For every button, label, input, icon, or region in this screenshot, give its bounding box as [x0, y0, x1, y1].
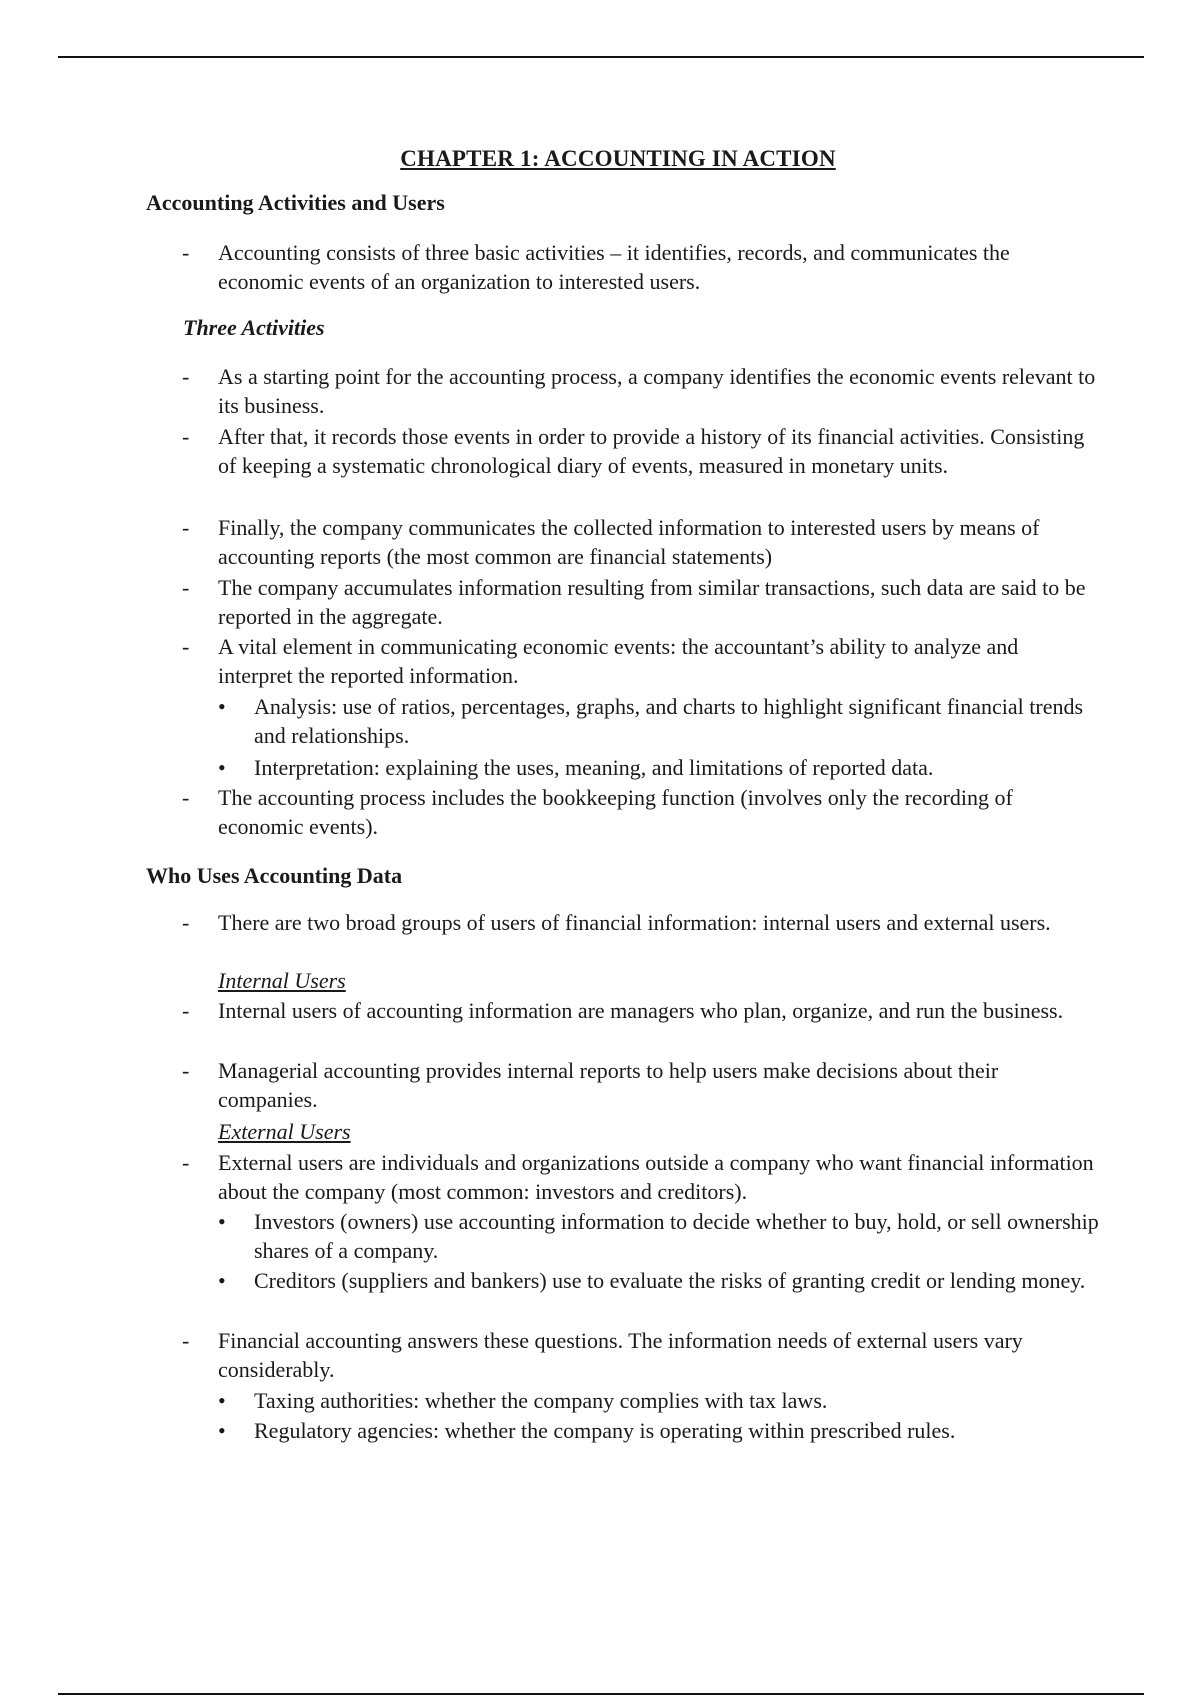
list-item: - Managerial accounting provides internal reports to help users make decisions about their companies.: [218, 1056, 1098, 1114]
header-rule: [58, 56, 1144, 58]
bullet-item: • Investors (owners) use accounting information to decide whether to buy, hold, or sell ownership shares of a company.: [254, 1207, 1104, 1265]
list-item: - There are two broad groups of users of financial information: internal users and external users.: [218, 908, 1098, 937]
list-item: - The accounting process includes the bookkeeping function (involves only the recording of economic events).: [218, 783, 1098, 841]
section-heading-activities: Accounting Activities and Users: [146, 190, 445, 215]
footer-rule: [58, 1693, 1144, 1695]
list-item: - Accounting consists of three basic activities – it identifies, records, and communicates the economic events of an organization to interested users.: [218, 238, 1098, 296]
list-item: - The company accumulates information resulting from similar transactions, such data are said to be reported in the aggregate.: [218, 573, 1098, 631]
bullet-item: • Interpretation: explaining the uses, meaning, and limitations of reported data.: [254, 753, 1104, 782]
label-external-users: External Users: [218, 1119, 351, 1144]
list-item: - Internal users of accounting information are managers who plan, organize, and run the business.: [218, 996, 1098, 1025]
list-item: - Finally, the company communicates the collected information to interested users by means of accounting reports (the most common are financial statements): [218, 513, 1098, 571]
chapter-title: CHAPTER 1: ACCOUNTING IN ACTION: [400, 146, 836, 171]
list-item: - Financial accounting answers these questions. The information needs of external users vary considerably.: [218, 1326, 1098, 1384]
list-item: - External users are individuals and organizations outside a company who want financial information about the company (most common: investors and creditors).: [218, 1148, 1098, 1206]
bullet-item: • Creditors (suppliers and bankers) use to evaluate the risks of granting credit or lending money.: [254, 1266, 1104, 1295]
label-internal-users: Internal Users: [218, 968, 346, 993]
section-heading-users: Who Uses Accounting Data: [146, 863, 403, 888]
subheading-three-activities: Three Activities: [183, 315, 325, 340]
list-item: - After that, it records those events in order to provide a history of its financial activities. Consisting of keeping a systematic chronological diary of events, measured in monetary units.: [218, 422, 1098, 480]
list-item: - A vital element in communicating economic events: the accountant’s ability to analyze and interpret the reported information.: [218, 632, 1098, 690]
list-item: - As a starting point for the accounting process, a company identifies the economic events relevant to its business.: [218, 362, 1098, 420]
bullet-item: • Taxing authorities: whether the company complies with tax laws.: [254, 1386, 1104, 1415]
bullet-item: • Analysis: use of ratios, percentages, graphs, and charts to highlight significant financial trends and relationships.: [254, 692, 1104, 750]
bullet-item: • Regulatory agencies: whether the company is operating within prescribed rules.: [254, 1416, 1104, 1445]
